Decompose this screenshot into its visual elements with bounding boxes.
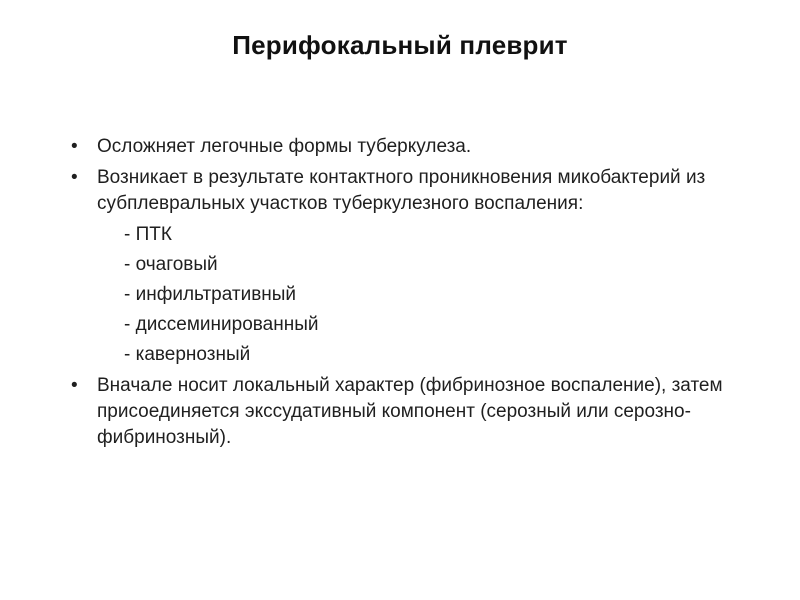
slide-title: Перифокальный плеврит [232,30,568,60]
sub-item-infiltrative: - инфильтративный [124,284,297,305]
sub-item-cavernous: - кавернозный [124,344,251,365]
bullet-item: • Возникает в результате контактного проникновения микобактерий из субплевральных участков туберкулезного воспаления: [70,165,770,217]
sub-item-disseminated: - диссеминированный [124,314,319,335]
bullet-item: • Осложняет легочные формы туберкулеза. [70,134,770,160]
sub-item-focal: - очаговый [124,254,218,275]
slide-content [70,134,770,456]
tuberculosis-forms-list [70,222,770,368]
bullet-item: • Вначале носит локальный характер (фибринозное воспаление), затем присоединяется экссудативный компонент (серозный или серозно-фибринозный). [70,373,770,451]
sub-item-ptk: - ПТК [124,224,172,245]
